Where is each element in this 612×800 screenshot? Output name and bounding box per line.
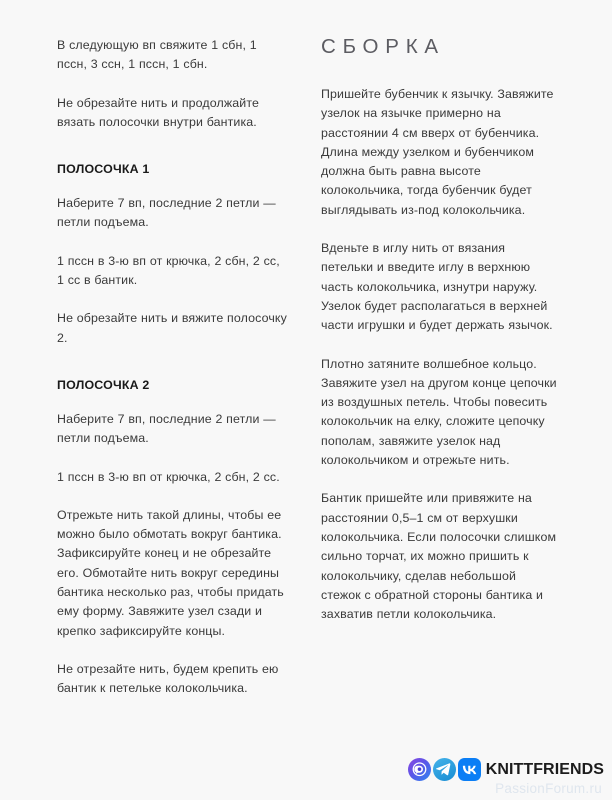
left-column: [57, 36, 289, 800]
paragraph: Отрежьте нить такой длины, чтобы ее можно было обмотать вокруг бантика. Зафиксируйте конец и не обрезайте его. Обмотайте нить вокруг середины бантика несколько раз, чтобы придать ему форму. Завяжите узел сзади и крепко зафиксируйте концы.: [57, 507, 284, 638]
spacer: [57, 151, 289, 161]
paragraph: Не обрезайте нить и продолжайте вязать полосочки внутри бантика.: [57, 95, 260, 129]
paragraph: Плотно затяните волшебное кольцо. Завяжите узел на другом конце цепочки из воздушных петель. Чтобы повесить колокольчик на елку, сложите цепочку пополам, завяжите узелок над колокольчиком и отрежьте нить.: [321, 356, 557, 468]
paragraph: Бантик пришейте или привяжите на расстоянии 0,5–1 см от верхушки колокольчика. Если полосочки слишком сильно торчат, их можно пришить к колокольчику, сделав небольшой стежок с обратной стороны бантика и захватив петли колокольчика.: [321, 491, 557, 622]
paragraph: В следующую вп свяжите 1 сбн, 1 пссн, 3 ссн, 1 пссн, 1 сбн.: [57, 38, 257, 72]
section-heading-stripe-2: ПОЛОСОЧКА 2: [57, 377, 150, 392]
paragraph: 1 пссн в 3-ю вп от крючка, 2 сбн, 2 сс, 1 сс в бантик.: [57, 253, 280, 288]
vk-icon[interactable]: [458, 758, 481, 781]
social-links-row: [408, 758, 604, 781]
viber-icon[interactable]: [408, 758, 431, 781]
two-column-layout: [57, 36, 570, 800]
footer: [0, 752, 612, 800]
paragraph: 1 пссн в 3-ю вп от крючка, 2 сбн, 2 сс.: [57, 469, 280, 484]
paragraph: Не отрезайте нить, будем крепить ею бантик к петельке колокольчика.: [57, 661, 279, 696]
spacer: [57, 367, 289, 377]
watermark: PassionForum.ru: [495, 781, 602, 796]
brand-name: KNITTFRIENDS: [485, 761, 604, 778]
page-title: СБОРКА: [321, 35, 445, 58]
paragraph: Пришейте бубенчик к язычку. Завяжите узелок на язычке примерно на расстоянии 4 см вверх от бубенчика. Длина между узелком и бубенчиком должна быть равна высоте колокольчика, тогда бубенчик будет выглядывать из-под колокольчика.: [321, 87, 554, 217]
telegram-icon[interactable]: [433, 758, 456, 781]
paragraph: Вденьте в иглу нить от вязания петельки и введите иглу в верхнюю часть колокольчика, изнутри наружу. Узелок будет располагаться в верхней части игрушки и будет держать язычок.: [321, 241, 553, 333]
paragraph: Не обрезайте нить и вяжите полосочку 2.: [57, 311, 287, 345]
paragraph: Наберите 7 вп, последние 2 петли — петли подъема.: [57, 411, 276, 446]
section-heading-stripe-1: ПОЛОСОЧКА 1: [57, 162, 150, 177]
paragraph: Наберите 7 вп, последние 2 петли — петли подъема.: [57, 196, 276, 230]
right-column: [321, 36, 559, 800]
